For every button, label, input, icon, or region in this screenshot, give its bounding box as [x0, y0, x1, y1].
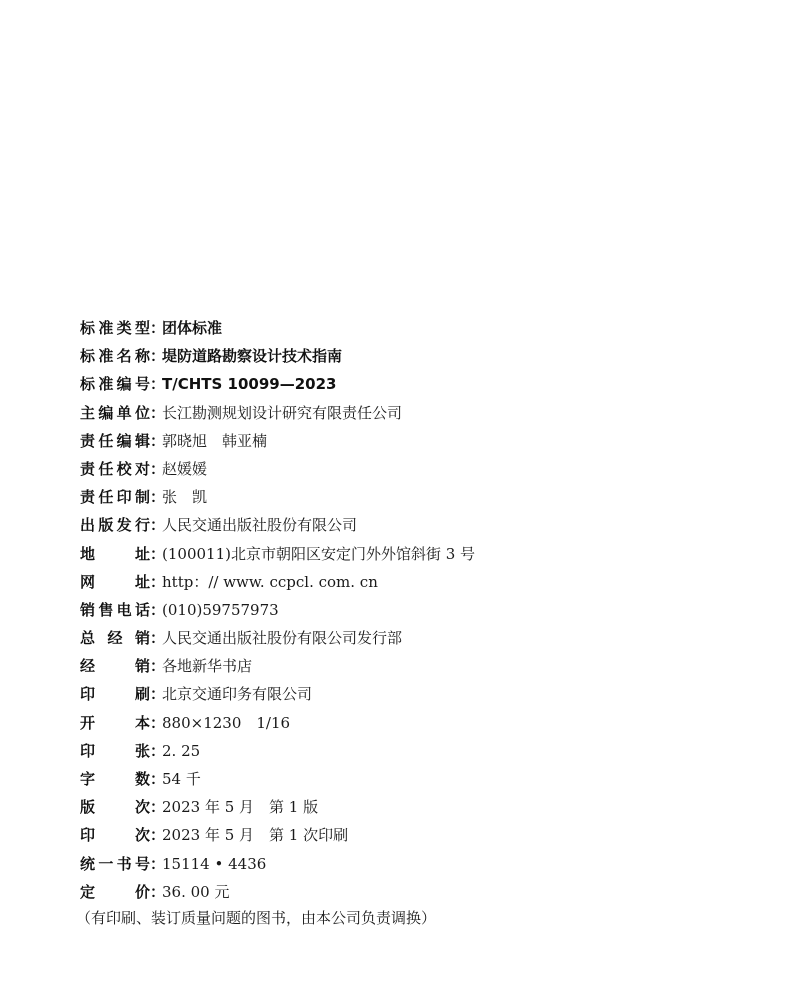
info-value: 长江勘测规划设计研究有限责任公司: [162, 403, 403, 422]
info-label: 网址: [80, 572, 150, 591]
info-label: 标准名称: [80, 347, 150, 366]
info-row-standard-name: [80, 342, 770, 370]
info-row-format: [80, 709, 770, 737]
info-value: 团体标准: [162, 319, 223, 337]
info-label: 版次: [80, 798, 150, 817]
info-label: 定价: [80, 882, 150, 901]
info-colon: ：: [150, 403, 166, 422]
info-label: 责任编辑: [80, 431, 150, 450]
info-colon: ：: [150, 685, 166, 704]
info-colon: ：: [150, 459, 166, 478]
info-value: 15114 • 4436: [162, 854, 267, 873]
info-value: 赵媛媛: [162, 459, 208, 478]
info-label: 字数: [80, 770, 150, 788]
info-value: T/CHTS 10099—2023: [162, 375, 337, 394]
info-label: 印次: [80, 826, 150, 845]
info-row-general-distributor: [80, 624, 770, 652]
info-row-sales-phone: [80, 596, 770, 624]
info-row-word-count: [80, 765, 770, 793]
info-row-standard-type: [80, 314, 770, 342]
info-value: 2. 25: [162, 741, 201, 760]
info-value: 堤防道路勘察设计技术指南: [162, 347, 343, 366]
info-colon: ：: [150, 826, 166, 845]
info-label: 地址: [80, 544, 150, 563]
info-value: 2023 年 5 月 第 1 版: [162, 798, 319, 817]
info-colon: ：: [150, 488, 166, 507]
info-value: 36. 00 元: [162, 882, 230, 901]
info-row-print-supervisor: [80, 483, 770, 511]
info-row-standard-number: [80, 370, 770, 398]
info-value: (010)59757973: [162, 600, 279, 619]
info-value: http：// www. ccpcl. com. cn: [162, 572, 378, 591]
info-colon: ：: [150, 347, 166, 366]
info-value: 张 凯: [162, 488, 208, 507]
info-colon: ：: [150, 713, 166, 732]
info-value: 人民交通出版社股份有限公司: [162, 516, 358, 535]
info-row-responsible-editor: [80, 427, 770, 455]
publication-info-list: [80, 314, 770, 906]
info-row-book-number: [80, 850, 770, 878]
info-value: 北京交通印务有限公司: [162, 685, 313, 704]
info-row-edition: [80, 793, 770, 821]
info-colon: ：: [150, 741, 166, 760]
info-value: 人民交通出版社股份有限公司发行部: [162, 629, 403, 648]
info-value: 2023 年 5 月 第 1 次印刷: [162, 826, 349, 845]
info-label: 责任校对: [80, 459, 150, 478]
info-row-proofreader: [80, 455, 770, 483]
info-row-printer: [80, 680, 770, 708]
info-colon: ：: [150, 770, 166, 788]
info-value: (100011)北京市朝阳区安定门外外馆斜街 3 号: [162, 544, 476, 563]
info-colon: ：: [150, 319, 166, 337]
info-label: 出版发行: [80, 516, 150, 535]
info-value: 郭晓旭 韩亚楠: [162, 431, 268, 450]
info-colon: ：: [150, 798, 166, 817]
info-row-distributor: [80, 652, 770, 680]
quality-guarantee-note: （有印刷、装订质量问题的图书，由本公司负责调换）: [76, 909, 437, 927]
info-label: 标准类型: [80, 319, 150, 337]
info-row-chief-editor-unit: [80, 399, 770, 427]
info-label: 总经销: [80, 629, 150, 648]
info-row-impression: [80, 821, 770, 849]
info-colon: ：: [150, 572, 166, 591]
info-colon: ：: [150, 375, 166, 394]
info-colon: ：: [150, 600, 166, 619]
info-label: 主编单位: [80, 403, 150, 422]
info-colon: ：: [150, 544, 166, 563]
info-label: 责任印制: [80, 488, 150, 507]
info-colon: ：: [150, 516, 166, 535]
info-value: 54 千: [162, 770, 201, 788]
info-colon: ：: [150, 431, 166, 450]
info-label: 经销: [80, 657, 150, 676]
info-label: 印刷: [80, 685, 150, 704]
info-colon: ：: [150, 854, 166, 873]
info-colon: ：: [150, 629, 166, 648]
info-row-address: [80, 540, 770, 568]
info-label: 销售电话: [80, 600, 150, 619]
info-value: 各地新华书店: [162, 657, 253, 676]
info-label: 标准编号: [80, 375, 150, 394]
info-row-website: [80, 568, 770, 596]
info-colon: ：: [150, 882, 166, 901]
info-label: 印张: [80, 741, 150, 760]
info-row-publisher: [80, 511, 770, 539]
info-colon: ：: [150, 657, 166, 676]
info-label: 统一书号: [80, 854, 150, 873]
info-row-printed-sheets: [80, 737, 770, 765]
info-row-price: [80, 878, 770, 906]
info-label: 开本: [80, 713, 150, 732]
info-value: 880×1230 1/16: [162, 713, 291, 732]
